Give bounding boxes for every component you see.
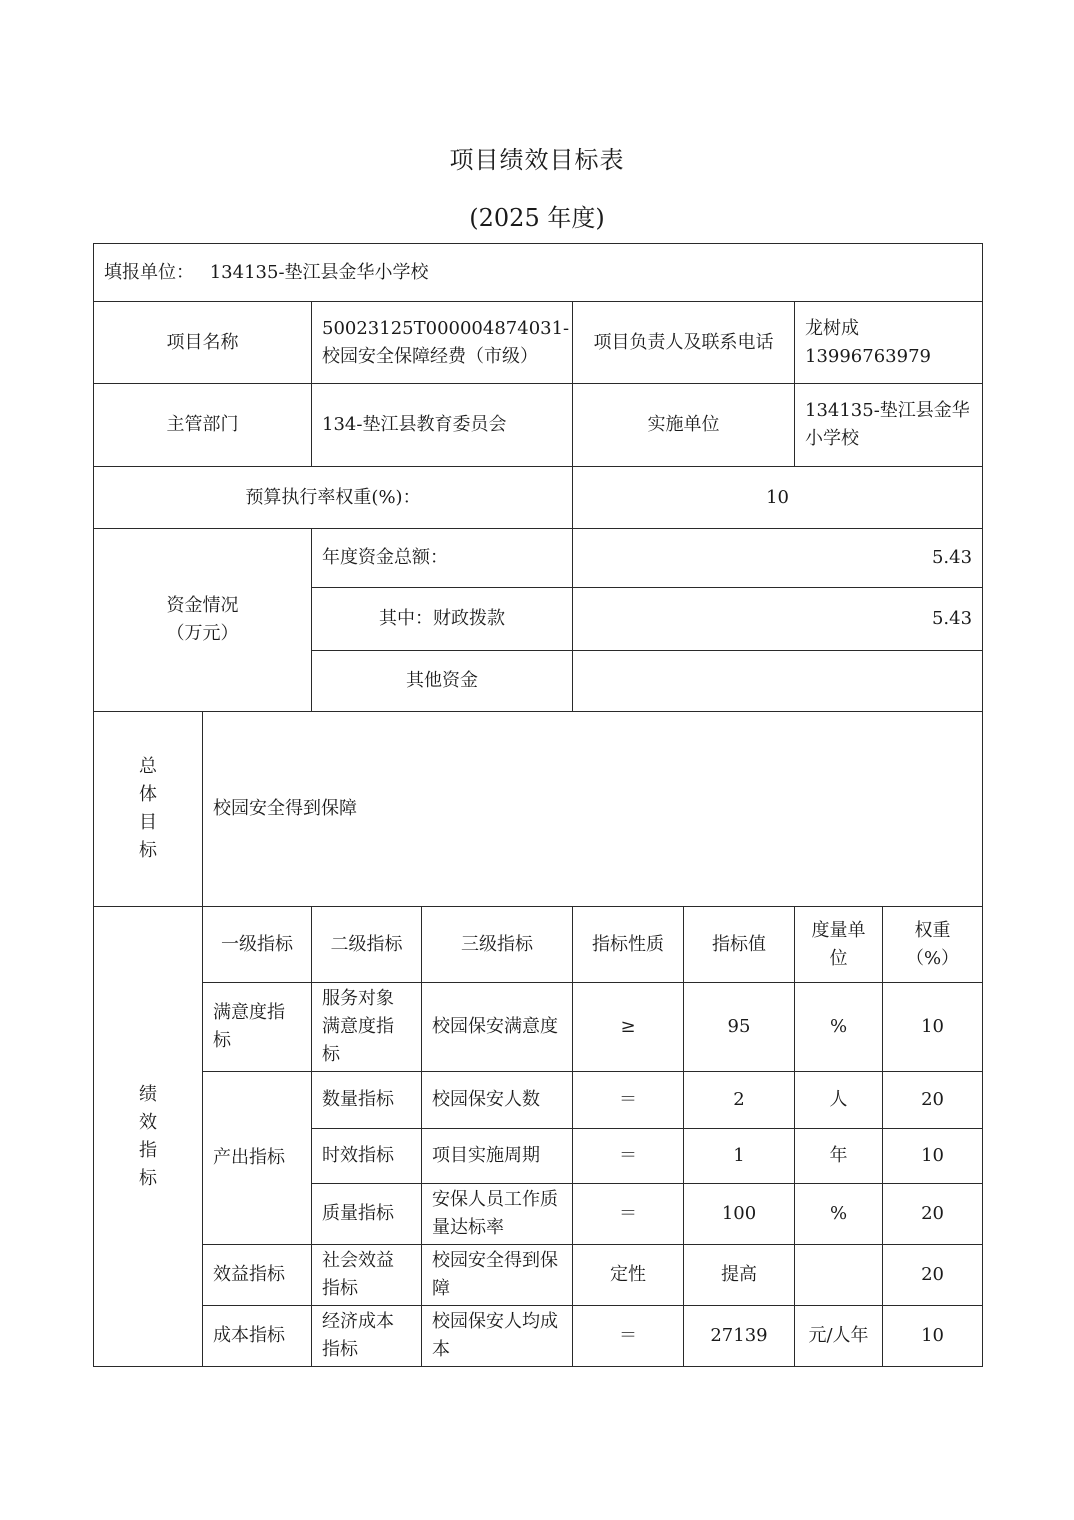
perf-l3: 校园保安人数: [422, 1072, 573, 1129]
table-row: [94, 1245, 983, 1306]
perf-l2: 社会效益指标: [312, 1245, 422, 1306]
perf-nature: ＝: [573, 1184, 684, 1245]
perf-nature: ≥: [573, 983, 684, 1072]
perf-weight: 10: [883, 1129, 983, 1184]
perf-header-row: [94, 907, 983, 983]
perf-header-l2: 二级指标: [312, 907, 422, 983]
perf-l2: 质量指标: [312, 1184, 422, 1245]
fill-unit-row: [94, 244, 983, 302]
funds-other-value: [573, 651, 983, 712]
department-value: 134-垫江县教育委员会: [312, 384, 573, 467]
perf-weight: 20: [883, 1072, 983, 1129]
perf-weight: 20: [883, 1245, 983, 1306]
fill-unit-label: 填报单位：: [104, 261, 194, 283]
project-row: [94, 302, 983, 384]
funds-label-cell: [94, 529, 312, 712]
budget-rate-label: 预算执行率权重(%)：: [94, 467, 573, 529]
perf-value: 2: [684, 1072, 795, 1129]
perf-unit: 人: [795, 1072, 883, 1129]
perf-value: 95: [684, 983, 795, 1072]
perf-l3: 校园保安人均成本: [422, 1306, 573, 1367]
perf-header-value: 指标值: [684, 907, 795, 983]
perf-nature: ＝: [573, 1306, 684, 1367]
perf-value: 1: [684, 1129, 795, 1184]
project-manager-label: 项目负责人及联系电话: [573, 302, 795, 384]
perf-nature: 定性: [573, 1245, 684, 1306]
perf-l3: 校园保安满意度: [422, 983, 573, 1072]
perf-l3: 项目实施周期: [422, 1129, 573, 1184]
performance-goal-table: [93, 243, 983, 1367]
perf-weight: 10: [883, 983, 983, 1072]
perf-header-weight: 权重（%）: [883, 907, 983, 983]
overall-goal-row: [94, 712, 983, 907]
funds-unit: （万元）: [166, 623, 239, 644]
project-manager-cell: [795, 302, 983, 384]
perf-l1: 效益指标: [203, 1245, 312, 1306]
overall-goal-label-cell: [94, 712, 203, 907]
funds-other-label: 其他资金: [312, 651, 573, 712]
budget-rate-row: [94, 467, 983, 529]
perf-l2: 时效指标: [312, 1129, 422, 1184]
funds-total-row: [94, 529, 983, 588]
perf-nature: ＝: [573, 1129, 684, 1184]
impl-unit-value: 134135-垫江县金华小学校: [795, 384, 983, 467]
project-name-label: 项目名称: [94, 302, 312, 384]
perf-unit: 年: [795, 1129, 883, 1184]
perf-value: 100: [684, 1184, 795, 1245]
fill-unit-value: 134135-垫江县金华小学校: [209, 261, 429, 283]
overall-goal-label: 总体目标: [139, 756, 157, 861]
perf-label: 绩效指标: [139, 1083, 157, 1189]
perf-header-unit: 度量单位: [795, 907, 883, 983]
perf-l1: 成本指标: [203, 1306, 312, 1367]
page-subtitle-year: (2025 年度): [469, 204, 605, 232]
perf-header-nature: 指标性质: [573, 907, 684, 983]
funds-fiscal-label: 其中：财政拨款: [312, 588, 573, 651]
perf-l3: 安保人员工作质量达标率: [422, 1184, 573, 1245]
perf-weight: 10: [883, 1306, 983, 1367]
perf-unit: 元/人年: [795, 1306, 883, 1367]
table-row: [94, 1306, 983, 1367]
table-row: [94, 983, 983, 1072]
funds-label: 资金情况: [166, 595, 239, 616]
perf-weight: 20: [883, 1184, 983, 1245]
department-row: [94, 384, 983, 467]
funds-total-label: 年度资金总额：: [312, 529, 573, 588]
department-label: 主管部门: [94, 384, 312, 467]
funds-total-value: 5.43: [573, 529, 983, 588]
perf-value: 提高: [684, 1245, 795, 1306]
perf-l2: 经济成本指标: [312, 1306, 422, 1367]
perf-label-cell: [94, 907, 203, 1367]
table-row: [94, 1072, 983, 1129]
perf-l3: 校园安全得到保障: [422, 1245, 573, 1306]
perf-value: 27139: [684, 1306, 795, 1367]
project-manager-phone: 13996763979: [805, 345, 931, 367]
project-manager-name: 龙树成: [805, 317, 859, 339]
perf-nature: ＝: [573, 1072, 684, 1129]
perf-l1: 满意度指标: [203, 983, 312, 1072]
overall-goal-value: 校园安全得到保障: [203, 712, 983, 907]
funds-fiscal-value: 5.43: [573, 588, 983, 651]
perf-unit: %: [795, 983, 883, 1072]
perf-l1: 产出指标: [203, 1072, 312, 1245]
perf-l2: 服务对象满意度指标: [312, 983, 422, 1072]
perf-unit: %: [795, 1184, 883, 1245]
perf-unit: [795, 1245, 883, 1306]
budget-rate-value: 10: [573, 467, 983, 529]
impl-unit-label: 实施单位: [573, 384, 795, 467]
perf-header-l1: 一级指标: [203, 907, 312, 983]
page-title: 项目绩效目标表: [449, 146, 625, 174]
project-name-value: 50023125T000004874031-校园安全保障经费（市级）: [312, 302, 573, 384]
fill-unit-cell: [94, 244, 983, 302]
perf-header-l3: 三级指标: [422, 907, 573, 983]
perf-l2: 数量指标: [312, 1072, 422, 1129]
